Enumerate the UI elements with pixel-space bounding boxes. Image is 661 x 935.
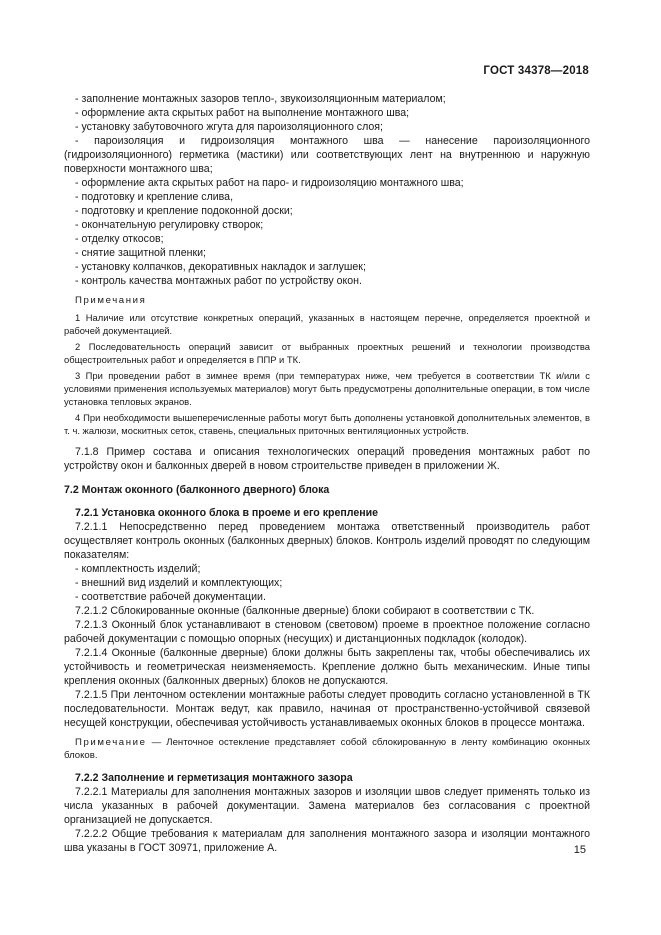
list-item: - снятие защитной пленки; xyxy=(75,247,206,259)
paragraph-7-2-1-2: 7.2.1.2 Сблокированные оконные (балконные дверные) блоки собирают в соответствии с ТК. xyxy=(75,605,535,617)
list-item: - внешний вид изделий и комплектующих; xyxy=(75,577,283,589)
paragraph-7-2-2-2: 7.2.2.2 Общие требования к материалам для заполнения монтажного зазора и изоляции монтажного шва указаны в ГОСТ 30971, приложение А. xyxy=(64,828,590,854)
list-item: - заполнение монтажных зазоров тепло-, звукоизоляционным материалом; xyxy=(75,93,446,105)
list-item: - установку забутовочного жгута для пароизоляционного слоя; xyxy=(75,121,383,133)
note-item: 3 При проведении работ в зимнее время (при температурах ниже, чем требуется в соответствии ТК и/или с условиями применения используемых материалов) могут быть предусмотрены дополнительные операции, в том числе установка тепловых экранов. xyxy=(64,370,590,407)
bullet-list-top xyxy=(64,92,590,288)
subsection-heading-7-2-1: 7.2.1 Установка оконного блока в проеме и его крепление xyxy=(75,507,379,519)
note-item: 2 Последовательность операций зависит от выбранных проектных решений и технологии производства общестроительных работ и определяется в ППР и ТК. xyxy=(64,341,590,365)
list-item: - оформление акта скрытых работ на паро- и гидроизоляцию монтажного шва; xyxy=(75,177,464,189)
list-item: - отделку откосов; xyxy=(75,233,164,245)
paragraph-7-2-1-5: 7.2.1.5 При ленточном остеклении монтажные работы следует проводить согласно установленной в ТК последовательности. Монтаж ведут, как правило, начиная от пространственно-устойчивой связевой несущей конструкции, обеспечивая устойчивость устанавливаемых оконных блоков в процессе монтажа. xyxy=(64,689,590,729)
list-item: - подготовку и крепление подоконной доски; xyxy=(75,205,293,217)
list-item: - установку колпачков, декоративных накладок и заглушек; xyxy=(75,261,366,273)
page-number: 15 xyxy=(573,844,586,856)
list-item: - контроль качества монтажных работ по устройству окон. xyxy=(75,275,362,287)
page-header-standard: ГОСТ 34378—2018 xyxy=(483,65,589,77)
subsection-heading-7-2-2: 7.2.2 Заполнение и герметизация монтажного зазора xyxy=(75,772,353,784)
list-item: - подготовку и крепление слива, xyxy=(75,191,234,203)
inline-note-text: — Ленточное остекление представляет собой сблокированную в ленту комбинацию оконных блоков. xyxy=(64,737,590,761)
notes-heading: Примечания xyxy=(75,295,147,306)
section-heading-7-2: 7.2 Монтаж оконного (балконного дверного) блока xyxy=(64,484,330,496)
paragraph-7-2-1-3: 7.2.1.3 Оконный блок устанавливают в стеновом (световом) проеме в проектное положение согласно рабочей документации с помощью опорных (несущих) и дистанционных подкладок (колодок). xyxy=(64,619,590,645)
inline-note-label: Примечание xyxy=(75,737,147,748)
bullet-list-mid xyxy=(64,562,590,604)
list-item: - соответствие рабочей документации. xyxy=(75,591,266,603)
inline-note xyxy=(64,736,590,762)
list-item: - пароизоляция и гидроизоляция монтажного шва — нанесение пароизоляционного (гидроизоляционного) герметика (мастики) или соответствующих лент на внутреннюю и наружную поверхности монтажного шва; xyxy=(64,135,590,175)
page-content xyxy=(64,92,590,855)
list-item: - оформление акта скрытых работ на выполнение монтажного шва; xyxy=(75,107,410,119)
paragraph-7-1-8: 7.1.8 Пример состава и описания технологических операций проведения монтажных работ по устройству окон и балконных дверей в новом строительстве приведен в приложении Ж. xyxy=(64,446,590,472)
paragraph-7-2-1-4: 7.2.1.4 Оконные (балконные дверные) блоки должны быть закреплены так, чтобы обеспечивались их устойчивость и геометрическая неизменяемость. Крепление должно быть механическим. Иные типы крепления оконных (балконных дверных) блоков не допускаются. xyxy=(64,647,590,687)
list-item: - окончательную регулировку створок; xyxy=(75,219,264,231)
note-item: 1 Наличие или отсутствие конкретных операций, указанных в настоящем перечне, определяется проектной и рабочей документацией. xyxy=(64,312,590,336)
paragraph-7-2-1-1: 7.2.1.1 Непосредственно перед проведением монтажа ответственный производитель работ осуществляет контроль оконных (балконных дверных) блоков. Контроль изделий проводят по следующим показателям: xyxy=(64,521,590,561)
note-item: 4 При необходимости вышеперечисленные работы могут быть дополнены установкой дополнительных элементов, в т. ч. жалюзи, москитных сеток, ставень, специальных приточных вентиляционных устройств. xyxy=(64,412,590,436)
paragraph-7-2-2-1: 7.2.2.1 Материалы для заполнения монтажных зазоров и изоляции швов следует применять только из числа указанных в рабочей документации. Замена материалов без согласования с проектной организацией не допускается. xyxy=(64,786,590,826)
list-item: - комплектность изделий; xyxy=(75,563,201,575)
